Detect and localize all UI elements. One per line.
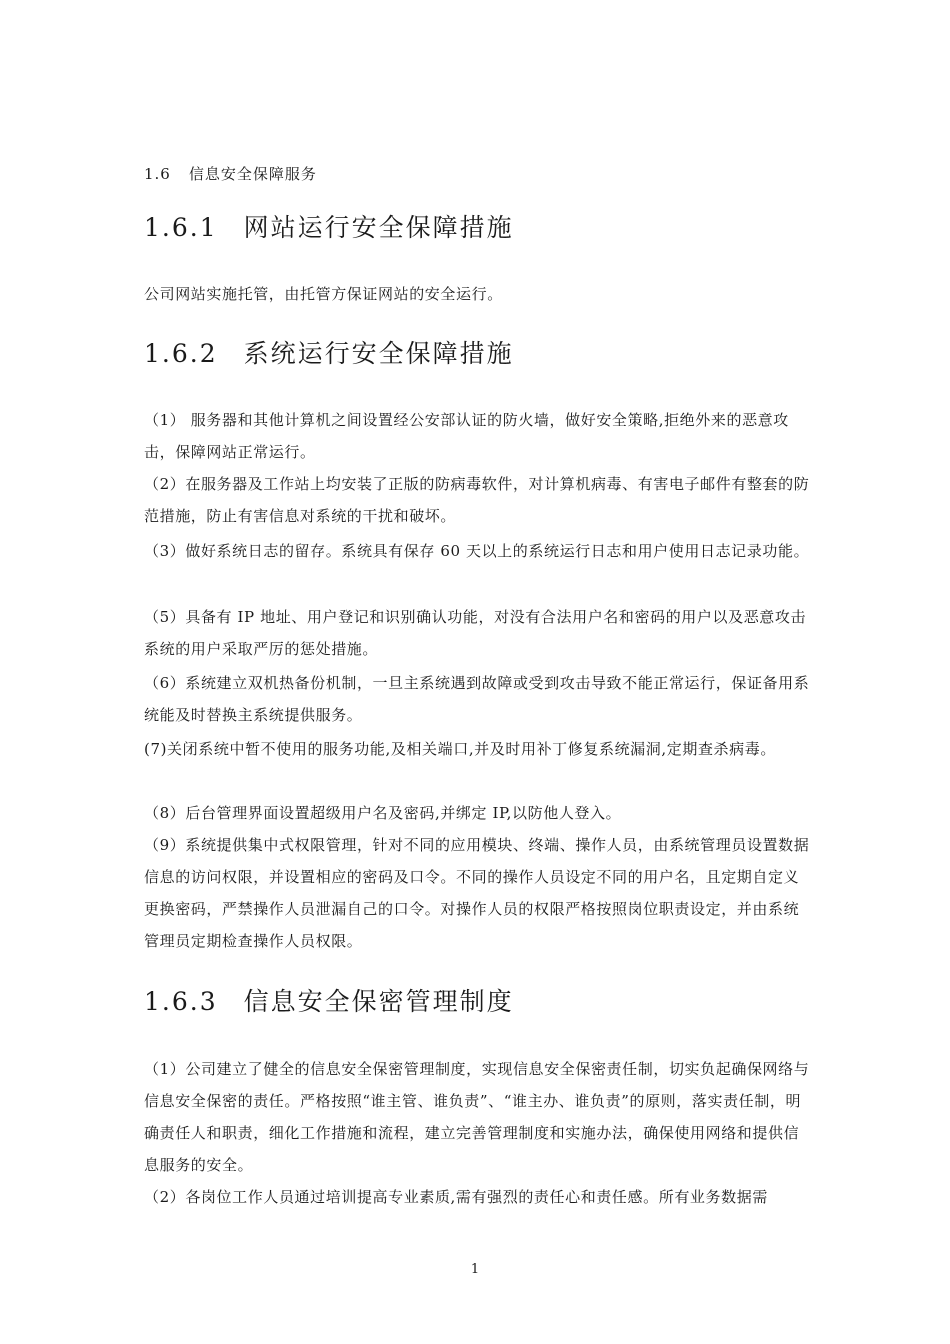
list-item: （9）系统提供集中式权限管理，针对不同的应用模块、终端、操作人员，由系统管理员设置数据信息的访问权限，并设置相应的密码及口令。不同的操作人员设定不同的用户名，且定期自定义更换密码，严禁操作人员泄漏自己的口令。对操作人员的权限严格按照岗位职责设定，并由系统管理员定期检查操作人员权限。 bbox=[144, 836, 810, 950]
paragraph-hosting: 公司网站实施托管，由托管方保证网站的安全运行。 bbox=[144, 285, 503, 303]
list-item: （2）各岗位工作人员通过培训提高专业素质,需有强烈的责任心和责任感。所有业务数据需 bbox=[144, 1188, 768, 1206]
list-item: （6）系统建立双机热备份机制，一旦主系统遇到故障或受到攻击导致不能正常运行，保证备用系统能及时替换主系统提供服务。 bbox=[144, 674, 810, 724]
heading-1-6-3 bbox=[144, 982, 514, 1018]
heading-1-6-1 bbox=[144, 208, 514, 244]
list-item: （2）在服务器及工作站上均安装了正版的防病毒软件，对计算机病毒、有害电子邮件有整套的防范措施，防止有害信息对系统的干扰和破坏。 bbox=[144, 475, 810, 525]
heading-title: 系统运行安全保障措施 bbox=[243, 339, 514, 368]
list-item: （5）具备有 IP 地址、用户登记和识别确认功能，对没有合法用户名和密码的用户以及恶意攻击系统的用户采取严厉的惩处措施。 bbox=[144, 608, 807, 658]
list-item: （1）公司建立了健全的信息安全保密管理制度，实现信息安全保密责任制，切实负起确保网络与信息安全保密的责任。严格按照“谁主管、谁负责”、“谁主办、谁负责”的原则，落实责任制，明确责任人和职责，细化工作措施和流程，建立完善管理制度和实施办法，确保使用网络和提供信息服务的安全。 bbox=[144, 1060, 810, 1174]
heading-number: 1.6.2 bbox=[144, 339, 218, 368]
heading-title: 信息安全保密管理制度 bbox=[243, 987, 514, 1016]
heading-title: 网站运行安全保障措施 bbox=[243, 213, 514, 242]
list-item: （1） 服务器和其他计算机之间设置经公安部认证的防火墙，做好安全策略,拒绝外来的恶意攻击，保障网站正常运行。 bbox=[144, 411, 789, 461]
list-item: （3）做好系统日志的留存。系统具有保存 60 天以上的系统运行日志和用户使用日志记录功能。 bbox=[144, 542, 810, 560]
section-number: 1.6 bbox=[144, 165, 171, 183]
list-item: （8）后台管理界面设置超级用户名及密码,并绑定 IP,以防他人登入。 bbox=[144, 804, 622, 822]
page-number: 1 bbox=[470, 1262, 480, 1277]
heading-number: 1.6.3 bbox=[144, 987, 218, 1016]
heading-1-6-2 bbox=[144, 334, 514, 370]
section-label bbox=[144, 163, 317, 184]
heading-number: 1.6.1 bbox=[144, 213, 218, 242]
list-item: (7)关闭系统中暂不使用的服务功能,及相关端口,并及时用补丁修复系统漏洞,定期查杀病毒。 bbox=[144, 740, 776, 758]
section-title: 信息安全保障服务 bbox=[188, 165, 317, 183]
